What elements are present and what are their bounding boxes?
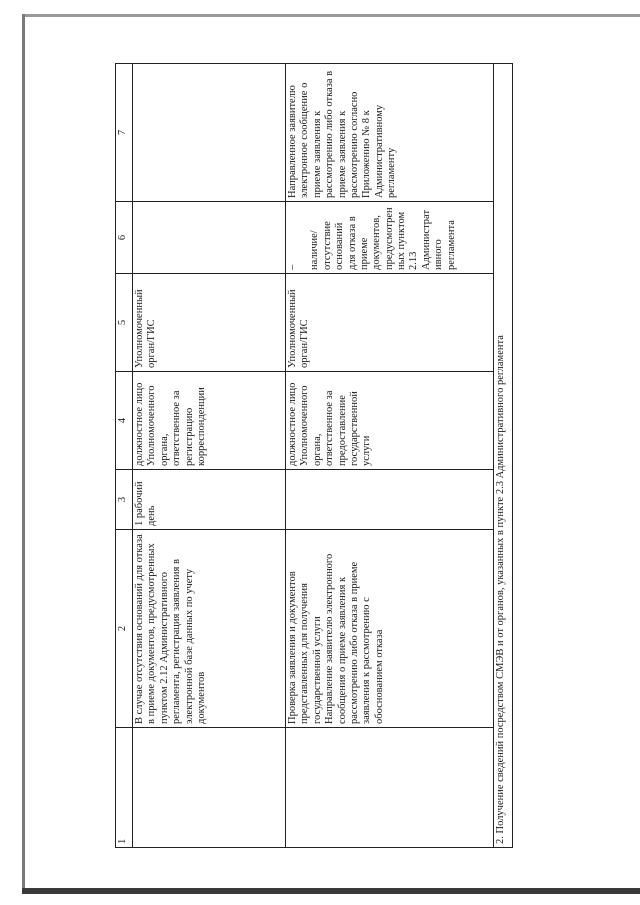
row2-action [286, 530, 494, 728]
row2-criteria-gap [299, 205, 309, 270]
header-col-7: 7 [116, 64, 133, 202]
row2-action-check: Проверка заявления и документов представленных для получения государственной услуги [287, 571, 323, 724]
header-col-2: 2 [116, 530, 133, 728]
row2-duration [286, 470, 494, 530]
header-col-3: 3 [116, 470, 133, 530]
header-col-4: 4 [116, 372, 133, 470]
section-footer: 2. Получение сведений посредством СМЭВ и от органов, указанных в пункте 2.3 Административного регламента [494, 64, 513, 848]
scan-edge-left [22, 14, 25, 892]
row2-criteria-dash: – [287, 264, 298, 270]
row2-criteria-text: наличие/отсутствие оснований для отказа в приеме документов, предусмотренных пунктом 2.13 Административного регламента [309, 207, 457, 270]
row2-place: Уполномоченный орган/ГИС [286, 274, 494, 372]
table-row [133, 64, 286, 848]
row1-action: В случае отсутствия оснований для отказа в приеме документов, предусмотренных пунктом 2.12 Административного регламента, регистрация заявления в электронной базе данных по учету документов [133, 530, 286, 728]
table-row [286, 64, 494, 848]
scan-edge-bottom [22, 888, 640, 894]
row2-responsible: должностное лицо Уполномоченного органа, ответственное за предоставление государственной услуги [286, 372, 494, 470]
header-col-5: 5 [116, 274, 133, 372]
row2-col1 [286, 728, 494, 848]
header-row [116, 64, 133, 848]
row1-result [133, 64, 286, 202]
scan-edge-top [22, 14, 640, 17]
row1-criteria [133, 202, 286, 274]
row2-action-notify: Направление заявителю электронного сообщения о приеме заявления к рассмотрению либо отказа в приеме заявления к рассмотрению с обоснованием отказа [324, 553, 385, 724]
rotated-table-container [115, 64, 515, 848]
section-footer-row [494, 64, 513, 848]
row2-result: Направленное заявителю электронное сообщение о приеме заявления к рассмотрению либо отказа в приеме заявления к рассмотрению согласно Приложению № 8 к Административному регламенту [286, 64, 494, 202]
row1-place: Уполномоченный орган/ГИС [133, 274, 286, 372]
row1-responsible: должностное лицо Уполномоченного органа, ответственное за регистрацию корреспонденции [133, 372, 286, 470]
row1-col1 [133, 728, 286, 848]
procedure-table [115, 63, 513, 848]
header-col-6: 6 [116, 202, 133, 274]
header-col-1: 1 [116, 728, 133, 848]
row1-duration: 1 рабочий день [133, 470, 286, 530]
row2-criteria [286, 202, 494, 274]
